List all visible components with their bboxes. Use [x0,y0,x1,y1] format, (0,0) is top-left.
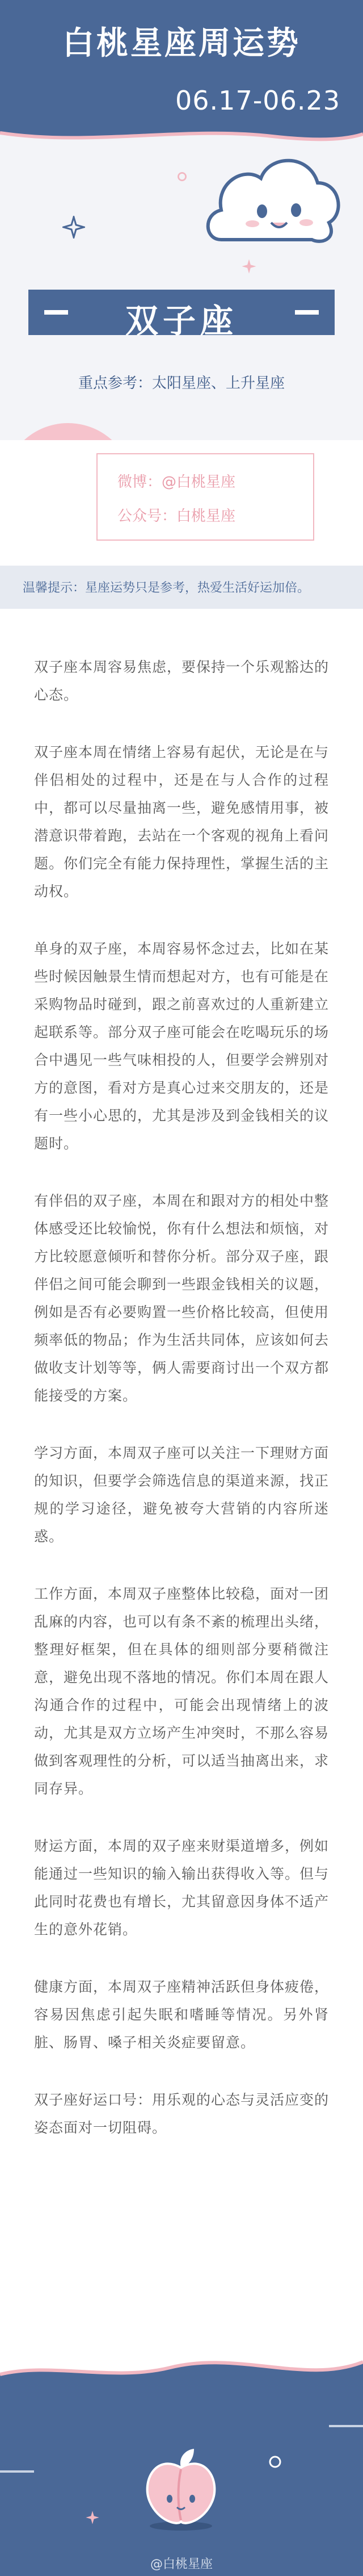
paragraph-couple: 有伴侣的双子座，本周在和跟对方的相处中整体感受还比较愉悦，你有什么想法和烦恼，对方比较愿意倾听和替你分析。部分双子座，跟伴侣之间可能会聊到一些跟金钱相关的议题，例如是否有必要购置一些价格比较高，但使用频率低的物品；作为生活共同体，应该如何去做收支计划等等，俩人需要商讨出一个双方都能接受的方案。 [34,1193,330,1404]
key-reference: 重点参考：太阳星座、上升星座 [78,375,285,392]
notice-text: 温馨提示：星座运势只是参考，热爱生活好运加倍。 [23,581,310,595]
footer [0,2340,363,2576]
date-range: 06.17-06.23 [175,85,340,116]
ringed-planet-icon [0,386,170,440]
sparkle-icon [267,2453,284,2470]
sparkle-icon [62,216,85,239]
sparkle-icon [241,258,257,274]
contact-info-box [96,453,314,541]
header [0,0,363,440]
cute-cloud-face-icon [199,143,346,251]
weibo-handle: 微博：@白桃星座 [117,474,236,491]
footer-wave-decoration [0,2340,363,2390]
page-title: 白桃星座周运势 [62,25,301,62]
sign-banner [28,290,335,340]
paragraph-summary: 双子座本周容易焦虑，要保持一个乐观豁达的心态。 [34,659,330,703]
sign-name: 双子座 [125,302,238,340]
notice-bar [0,566,363,609]
horoscope-content [34,653,329,2171]
paragraph-health: 健康方面，本周双子座精神活跃但身体疲倦，容易因焦虑引起失眠和嗜睡等情况。另外肾脏、肠胃、嗓子相关炎症要留意。 [34,1979,330,2051]
paragraph-single: 单身的双子座，本周容易怀念过去，比如在某些时候因触景生情而想起对方，也有可能是在采购物品时碰到，跟之前喜欢过的人重新建立起联系等。部分双子座可能会在吃喝玩乐的场合中遇见一些气味相投的人，但要学会辨别对方的意图，看对方是真心过来交朋友的，还是有一些小心思的，尤其是涉及到金钱相关的议题时。 [34,940,330,1152]
sparkle-icon [85,2510,100,2525]
paragraph-work: 工作方面，本周双子座整体比较稳，面对一团乱麻的内容，也可以有条不紊的梳理出头绪，整理好框架，但在具体的细则部分要稍微注意，避免出现不落地的情况。你们本周在跟人沟通合作的过程中，可能会出现情绪上的波动，尤其是双方立场产生冲突时，不那么容易做到客观理性的分析，可以适当抽离出来，求同存异。 [34,1586,330,1797]
footer-line-right [329,2425,363,2427]
paragraph-slogan: 双子座好运口号：用乐观的心态与灵活应变的姿态面对一切阻碍。 [34,2092,330,2136]
paragraph-study: 学习方面，本周双子座可以关注一下理财方面的知识，但要学会筛选信息的渠道来源，找正规的学习途径，避免被夸大营销的内容所迷惑。 [34,1445,330,1545]
paragraph-emotion: 双子座本周在情绪上容易有起伏，无论是在与伴侣相处的过程中，还是在与人合作的过程中，都可以尽量抽离一些，避免感情用事，被潜意识带着跑，去站在一个客观的视角上看问题。你们完全有能力保持理性，掌握生活的主动权。 [34,744,330,900]
peach-icon [138,2442,223,2533]
sparkle-icon [176,170,188,183]
title-band [0,0,363,133]
wechat-account: 公众号：白桃星座 [117,508,236,525]
banner-dash-right [295,310,319,315]
footer-credit: @白桃星座 [150,2557,213,2571]
footer-line-left [0,2470,34,2473]
paragraph-wealth: 财运方面，本周的双子座来财渠道增多，例如能通过一些知识的输入输出获得收入等。但与此同时花费也有增长，尤其留意因身体不适产生的意外花销。 [34,1838,330,1938]
